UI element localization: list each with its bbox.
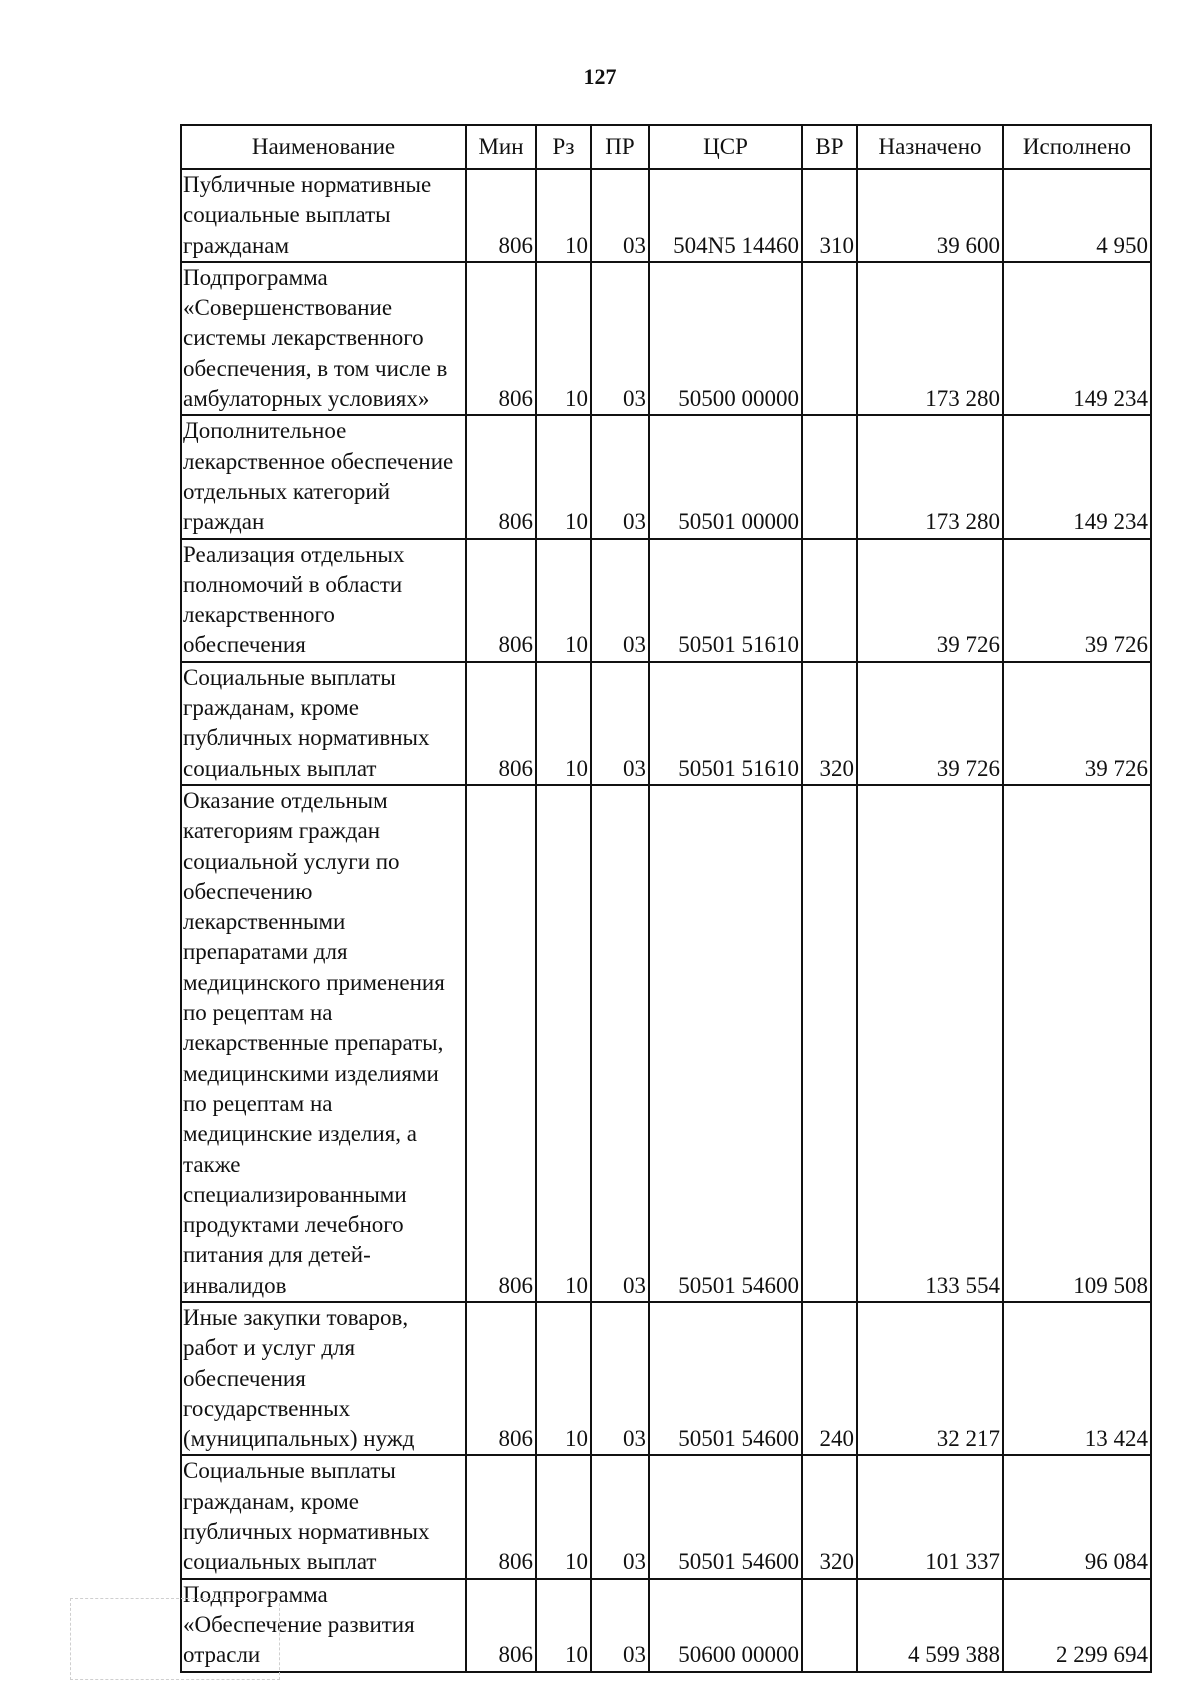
row-pr: 03 <box>591 262 649 415</box>
row-rz: 10 <box>536 539 591 662</box>
row-min: 806 <box>466 1579 536 1672</box>
row-rz: 10 <box>536 1302 591 1455</box>
row-assigned: 133 554 <box>857 785 1003 1302</box>
row-rz: 10 <box>536 1455 591 1578</box>
row-executed: 149 234 <box>1003 262 1151 415</box>
row-min: 806 <box>466 662 536 785</box>
row-name: Публичные нормативные социальные выплаты гражданам <box>181 169 466 262</box>
row-min: 806 <box>466 415 536 538</box>
row-assigned: 173 280 <box>857 262 1003 415</box>
row-rz: 10 <box>536 662 591 785</box>
row-csr: 50500 00000 <box>649 262 802 415</box>
row-assigned: 39 600 <box>857 169 1003 262</box>
row-csr: 50600 00000 <box>649 1579 802 1672</box>
row-pr: 03 <box>591 169 649 262</box>
row-csr: 50501 54600 <box>649 1302 802 1455</box>
row-rz: 10 <box>536 785 591 1302</box>
row-rz: 10 <box>536 169 591 262</box>
row-assigned: 39 726 <box>857 539 1003 662</box>
header-pr: ПР <box>591 125 649 169</box>
row-vr <box>802 539 857 662</box>
row-assigned: 173 280 <box>857 415 1003 538</box>
row-vr: 320 <box>802 662 857 785</box>
row-pr: 03 <box>591 539 649 662</box>
table-row <box>181 1455 1151 1578</box>
table-row <box>181 1302 1151 1455</box>
row-rz: 10 <box>536 415 591 538</box>
row-assigned: 32 217 <box>857 1302 1003 1455</box>
table-header-row <box>181 125 1151 169</box>
table-row <box>181 169 1151 262</box>
row-min: 806 <box>466 169 536 262</box>
header-name: Наименование <box>181 125 466 169</box>
row-vr <box>802 1579 857 1672</box>
table-row <box>181 662 1151 785</box>
row-executed: 4 950 <box>1003 169 1151 262</box>
row-min: 806 <box>466 539 536 662</box>
row-pr: 03 <box>591 1302 649 1455</box>
row-vr: 320 <box>802 1455 857 1578</box>
faded-stamp <box>70 1598 280 1680</box>
row-pr: 03 <box>591 785 649 1302</box>
row-name: Социальные выплаты гражданам, кроме публичных нормативных социальных выплат <box>181 1455 466 1578</box>
table-row <box>181 785 1151 1302</box>
row-executed: 2 299 694 <box>1003 1579 1151 1672</box>
table-row <box>181 415 1151 538</box>
header-executed: Исполнено <box>1003 125 1151 169</box>
row-rz: 10 <box>536 1579 591 1672</box>
row-vr <box>802 785 857 1302</box>
row-pr: 03 <box>591 1455 649 1578</box>
row-csr: 50501 51610 <box>649 539 802 662</box>
row-min: 806 <box>466 1455 536 1578</box>
header-assigned: Назначено <box>857 125 1003 169</box>
row-name: Реализация отдельных полномочий в области лекарственного обеспечения <box>181 539 466 662</box>
row-min: 806 <box>466 1302 536 1455</box>
row-executed: 39 726 <box>1003 662 1151 785</box>
row-rz: 10 <box>536 262 591 415</box>
table-row <box>181 1579 1151 1672</box>
row-vr: 310 <box>802 169 857 262</box>
row-csr: 50501 54600 <box>649 785 802 1302</box>
header-rz: Рз <box>536 125 591 169</box>
row-executed: 149 234 <box>1003 415 1151 538</box>
row-assigned: 101 337 <box>857 1455 1003 1578</box>
header-vr: ВР <box>802 125 857 169</box>
row-csr: 504N5 14460 <box>649 169 802 262</box>
header-min: Мин <box>466 125 536 169</box>
row-name: Иные закупки товаров, работ и услуг для обеспечения государственных (муниципальных) нужд <box>181 1302 466 1455</box>
row-vr <box>802 262 857 415</box>
page-number: 127 <box>583 64 617 89</box>
table-row <box>181 262 1151 415</box>
row-csr: 50501 51610 <box>649 662 802 785</box>
row-csr: 50501 00000 <box>649 415 802 538</box>
row-executed: 109 508 <box>1003 785 1151 1302</box>
row-name: Дополнительное лекарственное обеспечение отдельных категорий граждан <box>181 415 466 538</box>
budget-table <box>180 124 1152 1673</box>
table-row <box>181 539 1151 662</box>
row-name: Оказание отдельным категориям граждан социальной услуги по обеспечению лекарственными препаратами для медицинского применения по рецептам на лекарственные препараты, медицинскими изделиями по рецептам на медицинские изделия, а также специализированными продуктами лечебного питания для детей-инвалидов <box>181 785 466 1302</box>
row-pr: 03 <box>591 415 649 538</box>
row-assigned: 4 599 388 <box>857 1579 1003 1672</box>
header-csr: ЦСР <box>649 125 802 169</box>
row-vr <box>802 415 857 538</box>
row-csr: 50501 54600 <box>649 1455 802 1578</box>
row-name: Подпрограмма «Совершенствование системы лекарственного обеспечения, в том числе в амбулаторных условиях» <box>181 262 466 415</box>
row-assigned: 39 726 <box>857 662 1003 785</box>
row-executed: 39 726 <box>1003 539 1151 662</box>
row-executed: 13 424 <box>1003 1302 1151 1455</box>
row-executed: 96 084 <box>1003 1455 1151 1578</box>
row-name: Подпрограмма «Обеспечение развития отрасли <box>181 1579 466 1672</box>
row-pr: 03 <box>591 662 649 785</box>
row-pr: 03 <box>591 1579 649 1672</box>
row-name: Социальные выплаты гражданам, кроме публичных нормативных социальных выплат <box>181 662 466 785</box>
row-vr: 240 <box>802 1302 857 1455</box>
row-min: 806 <box>466 785 536 1302</box>
row-min: 806 <box>466 262 536 415</box>
